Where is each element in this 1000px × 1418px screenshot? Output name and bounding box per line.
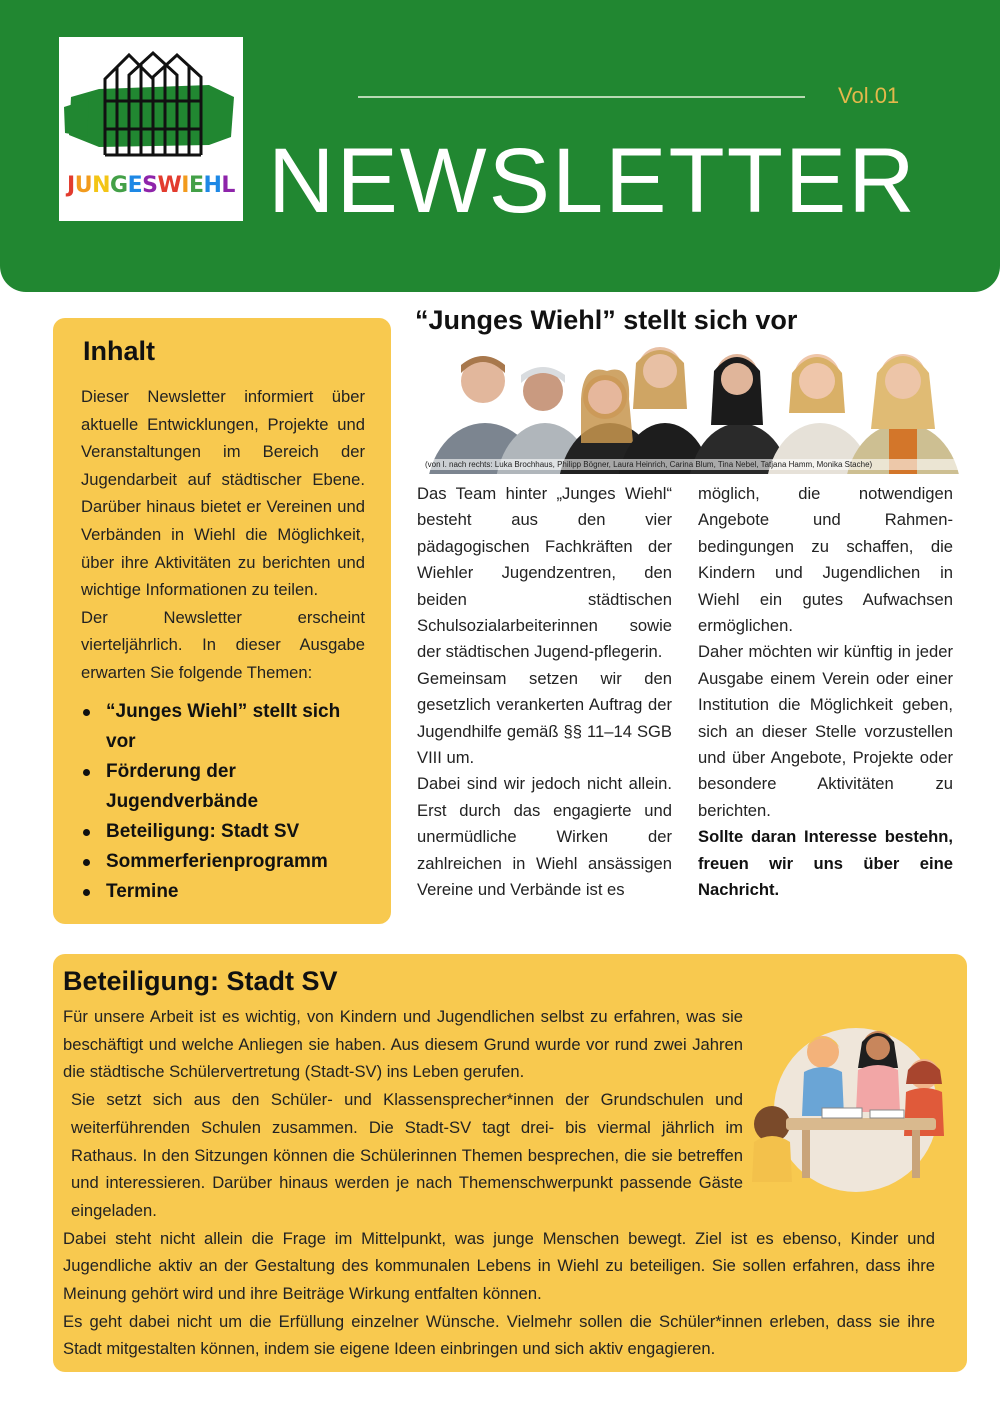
toc-intro-paragraph: Der Newsletter erscheint vierteljährlich. In dieser Ausgabe erwarten Sie folgende Themen: (81, 607, 365, 682)
logo-letter: L (221, 173, 235, 198)
topic-item: Förderung der Jugendverbände (81, 757, 365, 817)
story-paragraph: Gemeinsam setzen wir den gesetzlich verankerten Auftrag der Jugendhilfe gemäß §§ 11–14 SGB VIII um. (417, 668, 672, 768)
header-divider (358, 96, 805, 98)
logo-letter: N (92, 173, 111, 198)
volume-label: Vol.01 (838, 83, 900, 108)
logo-wordmark (59, 173, 243, 198)
logo-letter: G (110, 173, 128, 198)
stadt-sv-paragraph: Für unsere Arbeit ist es wichtig, von Kindern und Jugendlichen selbst zu erfahren, was sie beschäftigt und welche Anliegen sie haben. Aus diesem Grund wurde vor rund zwei Jahren die städtische Schülervertretung (Stadt-SV) ins Leben gerufen. (63, 1007, 743, 1082)
team-photo (415, 333, 963, 474)
story-paragraph: Daher möchten wir künftig in jeder Ausgabe einem Verein oder einer Institution die Möglichkeit geben, sich an dieser Stelle vorzustellen und über Angebote, Projekte oder besondere Aktivitäten zu berichten. (698, 642, 953, 820)
topic-item: “Junges Wiehl” stellt sich vor (81, 697, 365, 757)
story-paragraph: Dabei sind wir jedoch nicht allein. Erst durch das engagierte und unermüdliche Wirken der zahlreichen in Wiehl ansässigen Vereine und Verbände ist es (417, 774, 672, 900)
students-meeting-illustration (748, 1012, 960, 1194)
stadt-sv-heading: Beteiligung: Stadt SV (63, 966, 338, 996)
logo-letter: J (67, 173, 75, 198)
table-of-contents-panel (53, 318, 391, 924)
logo-letter: I (181, 173, 189, 198)
toc-heading: Inhalt (83, 336, 155, 366)
toc-intro-paragraph: Dieser Newsletter informiert über aktuelle Entwicklungen, Projekte und Veranstaltungen im Bereich der Jugendarbeit auf städtischer Ebene. Darüber hinaus bietet er Vereinen und Verbänden in Wiehl die Möglichkeit, über ihre Aktivitäten zu berichten und wichtige Informationen zu teilen. (81, 387, 365, 600)
junges-wiehl-logo (59, 37, 243, 221)
logo-letter: E (127, 173, 143, 198)
topic-list (81, 697, 365, 907)
photo-caption: (von l. nach rechts: Luka Brochhaus, Philipp Bögner, Laura Heinrich, Carina Blum, Tina Nebel, Tatjana Hamm, Monika Stache) (422, 459, 962, 470)
team-member-figures (427, 347, 961, 474)
story-paragraph: Das Team hinter „Junges Wiehl“ besteht aus den vier pädagogischen Fachkräften der Wiehler Jugendzentren, den beiden städtischen Schulsozialarbeiterinnen sowie der städtischen Jugend-pflegerin. (417, 484, 672, 662)
newsletter-title: NEWSLETTER (268, 130, 917, 232)
stadt-sv-paragraph: Es geht dabei nicht um die Erfüllung einzelner Wünsche. Vielmehr sollen die Schüler*innen erleben, dass sie ihre Stadt mitgestalten können, indem sie eigene Ideen einbringen und sich aktiv engagieren. (63, 1311, 935, 1359)
stadt-sv-paragraph: Dabei steht nicht allein die Frage im Mittelpunkt, was junge Menschen bewegt. Ziel ist es ebenso, Kinder und Jugendliche aktiv an der Gestaltung des kommunalen Lebens in Wiehl zu beteiligen. Sie sollen erfahren, dass ihre Meinung gehört wird und ihre Beiträge Wirkung entfalten können. (63, 1228, 935, 1304)
story-heading: “Junges Wiehl” stellt sich vor (415, 305, 798, 335)
logo-letter: H (203, 173, 222, 198)
contact-invitation: Sollte daran Interesse bestehn, freuen wir uns über eine Nachricht. (698, 827, 953, 900)
topic-item: Termine (81, 877, 365, 907)
header-banner (0, 0, 1000, 292)
logo-letter: S (142, 173, 158, 198)
logo-letter: W (157, 173, 182, 198)
logo-letter: E (188, 173, 204, 198)
story-paragraph: möglich, die notwendigen Angebote und Rahmen-bedingungen zu schaffen, die Kindern und Jugendlichen in Wiehl ein gutes Aufwachsen ermöglichen. (698, 484, 953, 636)
topic-item: Beteiligung: Stadt SV (81, 817, 365, 847)
story-column-right (698, 481, 953, 904)
story-column-left (417, 481, 672, 904)
stadt-sv-paragraph: Sie setzt sich aus den Schüler- und Klassensprecher*innen der Grundschulen und weiterführenden Schulen zusammen. Die Stadt-SV tagt drei- bis viermal jährlich im Rathaus. In den Sitzungen können die Schülerinnen Themen besprechen, die sie betreffen und interessieren. Darüber hinaus werden je nach Themenschwerpunkt passende Gäste eingeladen. (71, 1090, 743, 1220)
topic-item: Sommerferienprogramm (81, 847, 365, 877)
logo-letter: U (74, 173, 93, 198)
